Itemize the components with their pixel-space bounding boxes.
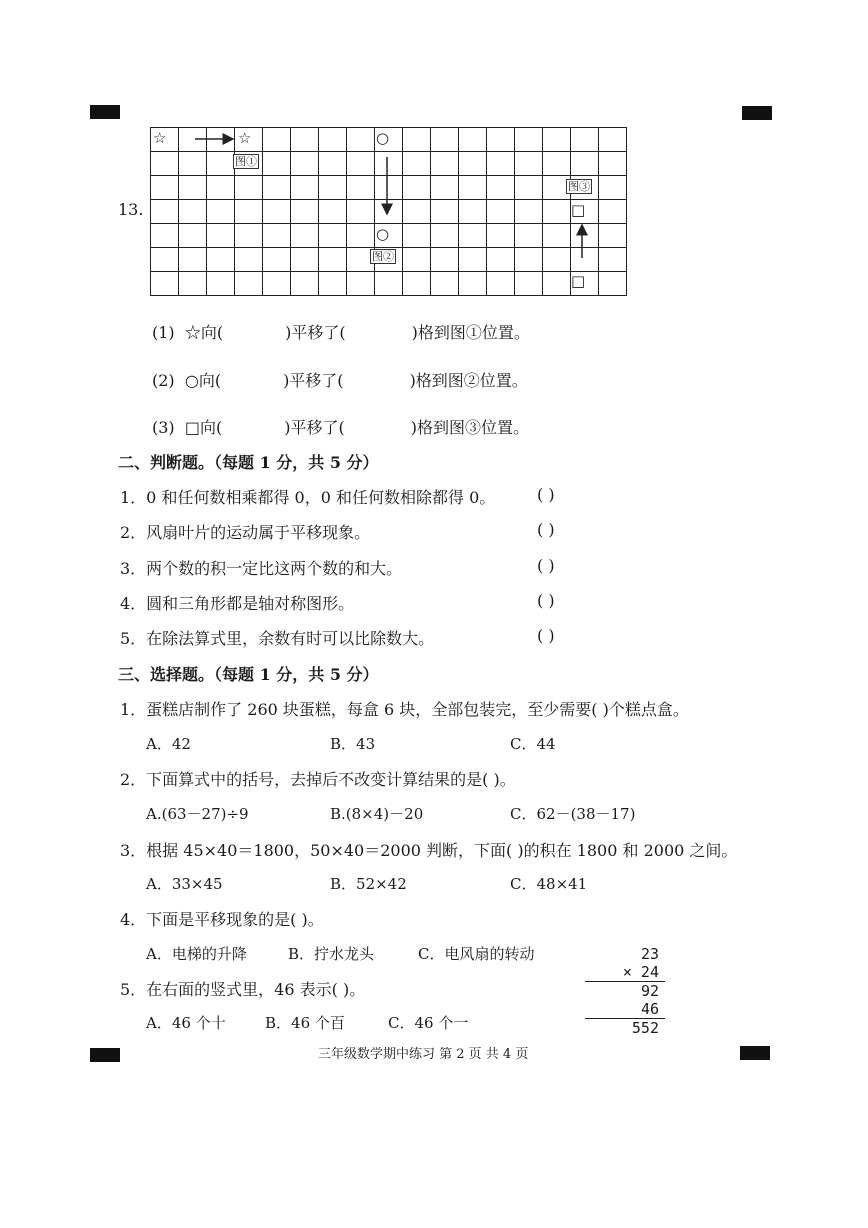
registration-mark-bottom-right xyxy=(740,1046,770,1060)
question-13-number: 13. xyxy=(118,200,144,219)
choice-q1-option-a: A．42 xyxy=(146,735,191,753)
judge-paren-3: ( ) xyxy=(537,556,555,575)
choice-q3-option-a: A．33×45 xyxy=(146,875,223,893)
circle-original: ○ xyxy=(376,129,390,147)
choice-q2-option-c: C．62－(38－17) xyxy=(510,805,636,823)
choice-q1-option-c: C．44 xyxy=(510,735,556,753)
section-2-title: 二、判断题。（每题 1 分，共 5 分） xyxy=(118,453,379,472)
vertical-row-3: 92 xyxy=(640,982,659,1000)
vertical-row-4: 46 xyxy=(585,1000,665,1019)
star-original: ☆ xyxy=(153,129,167,147)
judge-paren-4: ( ) xyxy=(537,591,555,610)
choice-q2-option-b: B.(8×4)－20 xyxy=(330,805,424,823)
judge-item-4: 4．圆和三角形都是轴对称图形。 xyxy=(120,594,355,613)
star-moved: ☆ xyxy=(238,129,252,147)
q13-part-1: (1) ☆向( )平移了( )格到图①位置。 xyxy=(152,323,530,342)
q13-part-3: (3) □向( )平移了( )格到图③位置。 xyxy=(152,418,529,437)
choice-q3-option-b: B．52×42 xyxy=(330,875,407,893)
judge-paren-1: ( ) xyxy=(537,485,555,504)
square-moved: □ xyxy=(571,201,586,219)
vertical-row-2: × 24 xyxy=(585,963,665,982)
choice-q5: 5．在右面的竖式里，46 表示( )。 xyxy=(120,980,366,999)
vertical-multiplication xyxy=(585,945,665,1037)
choice-q4-option-c: C．电风扇的转动 xyxy=(418,945,535,963)
choice-q3: 3．根据 45×40＝1800，50×40＝2000 判断，下面( )的积在 1800 和 2000 之间。 xyxy=(120,841,738,860)
choice-q2-option-a: A.(63－27)÷9 xyxy=(146,805,249,823)
choice-q4-option-b: B．拧水龙头 xyxy=(288,945,375,963)
fig1-label: 图① xyxy=(235,155,257,168)
vertical-row-1: 23 xyxy=(640,945,659,963)
choice-q5-option-b: B．46 个百 xyxy=(265,1014,345,1032)
judge-item-2: 2．风扇叶片的运动属于平移现象。 xyxy=(120,523,371,542)
choice-q4-option-a: A．电梯的升降 xyxy=(146,945,247,963)
fig2-label: 图② xyxy=(372,250,394,263)
choice-q5-option-c: C．46 个一 xyxy=(388,1014,469,1032)
choice-q4: 4．下面是平移现象的是( )。 xyxy=(120,910,324,929)
circle-moved: ○ xyxy=(376,225,390,243)
page-footer: 三年级数学期中练习 第 2 页 共 4 页 xyxy=(318,1047,529,1062)
judge-item-3: 3．两个数的积一定比这两个数的和大。 xyxy=(120,559,403,578)
judge-paren-2: ( ) xyxy=(537,520,555,539)
choice-q1: 1．蛋糕店制作了 260 块蛋糕，每盒 6 块，全部包装完，至少需要( )个糕点盒。 xyxy=(120,700,689,719)
fig3-label: 图③ xyxy=(568,180,590,193)
square-original: □ xyxy=(571,272,586,290)
choice-q2: 2．下面算式中的括号，去掉后不改变计算结果的是( )。 xyxy=(120,770,516,789)
judge-item-5: 5．在除法算式里，余数有时可以比除数大。 xyxy=(120,629,435,648)
judge-item-1: 1．0 和任何数相乘都得 0，0 和任何数相除都得 0。 xyxy=(120,488,496,507)
choice-q1-option-b: B．43 xyxy=(330,735,376,753)
choice-q5-option-a: A．46 个十 xyxy=(146,1014,226,1032)
q13-part-2: (2) ○向( )平移了( )格到图②位置。 xyxy=(152,371,528,390)
choice-q3-option-c: C．48×41 xyxy=(510,875,588,893)
section-3-title: 三、选择题。（每题 1 分，共 5 分） xyxy=(118,665,379,684)
vertical-row-5: 552 xyxy=(631,1019,659,1037)
registration-mark-bottom-left xyxy=(90,1048,120,1062)
judge-paren-5: ( ) xyxy=(537,626,555,645)
grid-arrows xyxy=(0,0,868,320)
